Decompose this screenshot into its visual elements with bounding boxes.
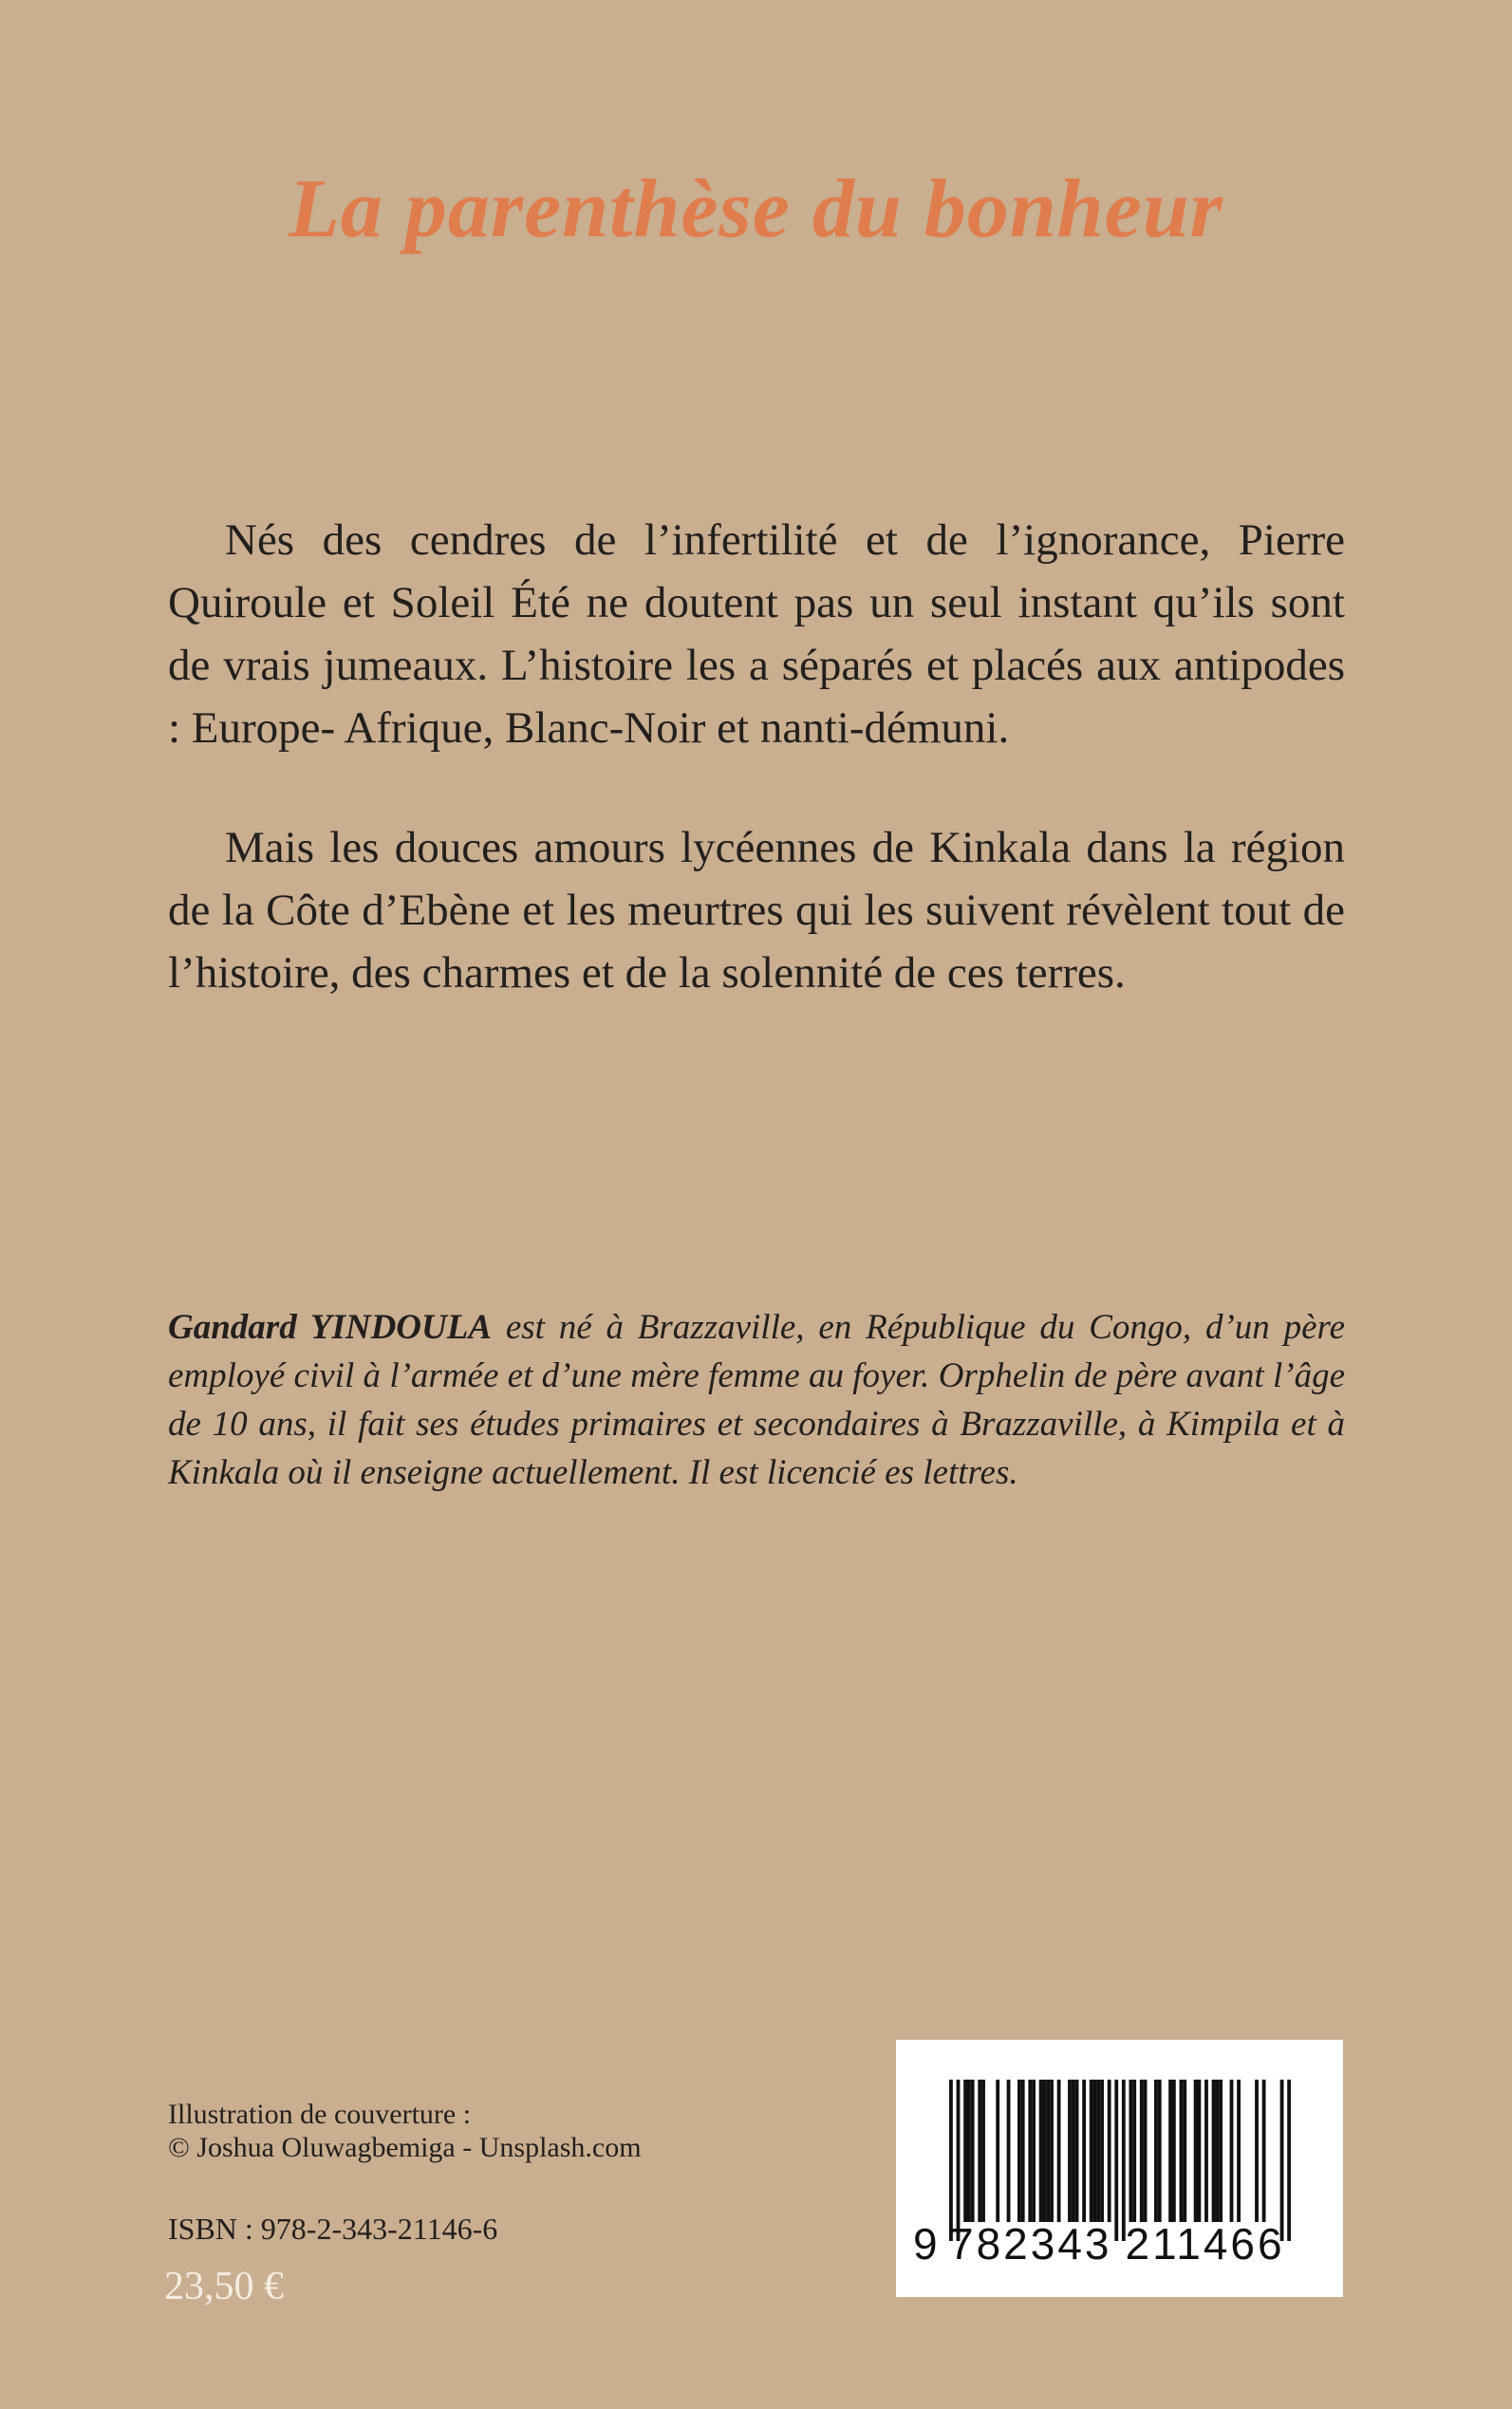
barcode-bar bbox=[1100, 2080, 1104, 2222]
barcode-bar bbox=[1082, 2080, 1086, 2222]
barcode-bar bbox=[978, 2080, 981, 2222]
author-bio-text: est né à Brazzaville, en République du Congo, d’un père employé civil à l’armée et d’une mère femme au foyer. Orphelin de père avant l’âge de 10 ans, il fait ses études primaires et secondaires à Brazzaville, à Kimpila et à Kinkala où il enseigne actuellement. Il est licencié es lettres. bbox=[168, 1308, 1345, 1492]
barcode bbox=[896, 2040, 1343, 2297]
illustration-credit-label: Illustration de couverture : bbox=[168, 2099, 472, 2130]
barcode-bar bbox=[981, 2080, 985, 2222]
barcode-bar bbox=[996, 2080, 999, 2222]
barcode-bar bbox=[1017, 2080, 1021, 2222]
author-name: Gandard YINDOULA bbox=[168, 1308, 493, 1347]
barcode-bar bbox=[1168, 2080, 1172, 2222]
author-bio bbox=[168, 1303, 1345, 1497]
barcode-bar bbox=[1114, 2080, 1118, 2241]
synopsis-paragraph-2: Mais les douces amours lycéennes de Kinkala dans la région de la Côte d’Ebène et les meurtres qui les suivent révèlent tout de l’histoire, des charmes et de la solennité de ces terres. bbox=[168, 823, 1345, 998]
barcode-bar bbox=[1108, 2080, 1111, 2222]
barcode-bar bbox=[1154, 2080, 1158, 2222]
barcode-bar bbox=[1075, 2080, 1079, 2222]
barcode-bar bbox=[1194, 2080, 1198, 2222]
barcode-bar bbox=[1140, 2080, 1144, 2222]
barcode-bar bbox=[1204, 2080, 1208, 2222]
barcode-bar bbox=[1132, 2080, 1136, 2222]
barcode-bar bbox=[1144, 2080, 1148, 2222]
barcode-bar bbox=[1219, 2080, 1223, 2222]
book-title: La parenthèse du bonheur bbox=[289, 163, 1223, 255]
barcode-bar bbox=[963, 2080, 967, 2222]
barcode-bar bbox=[1032, 2080, 1036, 2222]
barcode-bar bbox=[1230, 2080, 1234, 2222]
barcode-group-2: 211466 bbox=[1125, 2219, 1285, 2269]
barcode-bar bbox=[1043, 2080, 1047, 2222]
barcode-bar bbox=[1215, 2080, 1219, 2222]
synopsis-paragraph-1: Nés des cendres de l’infertilité et de l’ignorance, Pierre Quiroule et Soleil Été ne doutent pas un seul instant qu’ils sont de vrais jumeaux. L’histoire les a séparés et placés aux antipodes : Europe- Afrique, Blanc-Noir et nanti-démuni. bbox=[168, 515, 1345, 753]
barcode-bar bbox=[1183, 2080, 1186, 2222]
barcode-bar bbox=[1007, 2080, 1011, 2222]
barcode-digits bbox=[913, 2218, 1331, 2269]
barcode-bar bbox=[957, 2080, 961, 2241]
barcode-group-1: 782343 bbox=[949, 2219, 1112, 2269]
barcode-bar bbox=[967, 2080, 971, 2222]
barcode-bar bbox=[1021, 2080, 1025, 2222]
barcode-bar bbox=[1057, 2080, 1061, 2222]
barcode-bar bbox=[1039, 2080, 1043, 2222]
barcode-bar bbox=[1072, 2080, 1075, 2222]
barcode-bar bbox=[1129, 2080, 1132, 2222]
barcode-bar bbox=[1068, 2080, 1072, 2222]
price: 23,50 € bbox=[164, 2265, 284, 2308]
barcode-bars-icon bbox=[949, 2080, 1291, 2241]
barcode-bar bbox=[1180, 2080, 1184, 2222]
illustration-credit-text: © Joshua Oluwagbemiga - Unsplash.com bbox=[168, 2132, 642, 2163]
barcode-bar bbox=[971, 2080, 975, 2222]
barcode-bar bbox=[1280, 2080, 1284, 2241]
barcode-bar bbox=[1096, 2080, 1100, 2222]
barcode-bar bbox=[1212, 2080, 1216, 2222]
barcode-bar bbox=[949, 2080, 953, 2241]
barcode-bar bbox=[1262, 2080, 1266, 2222]
barcode-bar bbox=[1028, 2080, 1032, 2222]
barcode-bar bbox=[1090, 2080, 1093, 2222]
barcode-bar bbox=[1287, 2080, 1291, 2241]
barcode-bar bbox=[1237, 2080, 1241, 2222]
barcode-bar bbox=[1122, 2080, 1126, 2241]
isbn: ISBN : 978-2-343-21146-6 bbox=[168, 2212, 498, 2246]
barcode-bar bbox=[1197, 2080, 1201, 2222]
barcode-bar bbox=[1093, 2080, 1097, 2222]
barcode-bar bbox=[1255, 2080, 1259, 2222]
barcode-bar bbox=[1158, 2080, 1162, 2222]
barcode-bar bbox=[1172, 2080, 1176, 2222]
barcode-bar bbox=[1050, 2080, 1054, 2222]
barcode-first-digit: 9 bbox=[913, 2219, 938, 2269]
barcode-bar bbox=[1046, 2080, 1050, 2222]
